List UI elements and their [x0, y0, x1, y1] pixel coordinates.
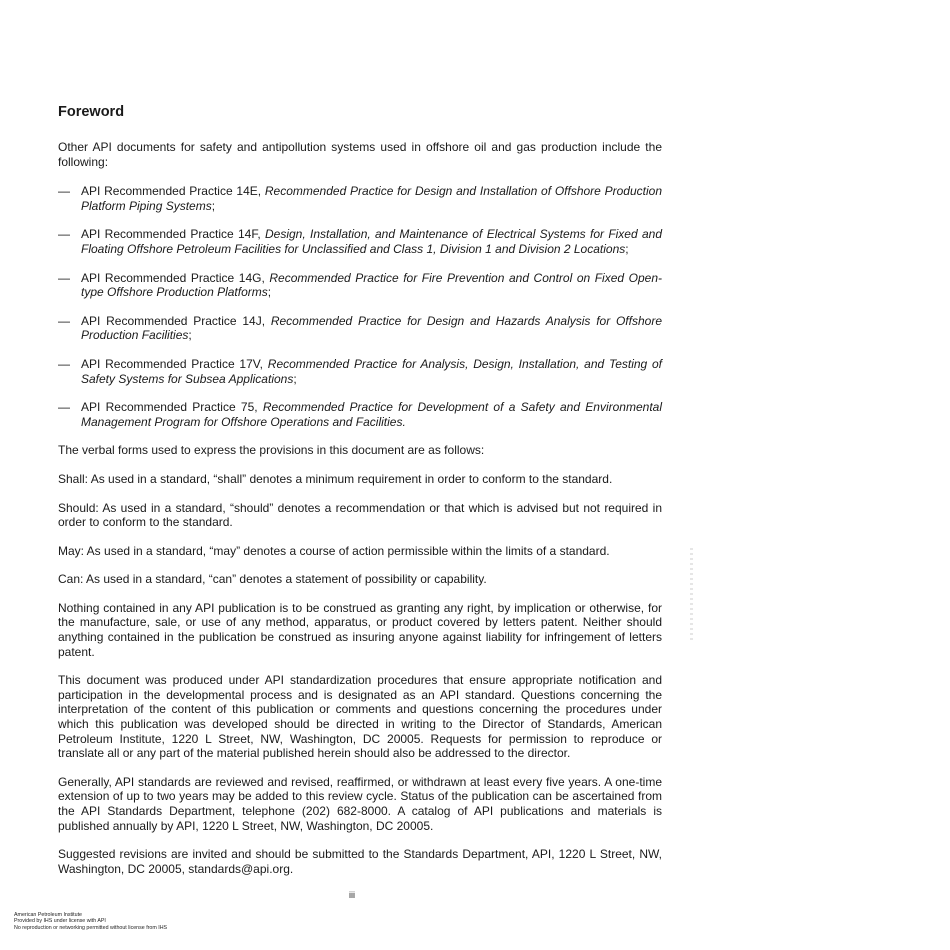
reference-prefix: API Recommended Practice 14J,: [81, 313, 271, 328]
patent-disclaimer-paragraph: Nothing contained in any API publication is to be construed as granting any right, by implication or otherwise, for the manufacture, sale, or use of any method, apparatus, or product covered by letters patent. Neither should anything contained in the publication be construed as insuring anyone against liability for infringement of letters patent.: [58, 600, 662, 659]
dash-bullet: —: [58, 400, 70, 415]
may-definition: May: As used in a standard, “may” denotes a course of action permissible within the limits of a standard.: [58, 543, 610, 558]
list-item: [58, 314, 662, 343]
can-definition: Can: As used in a standard, “can” denotes a statement of possibility or capability.: [58, 572, 487, 587]
dash-bullet: —: [58, 227, 70, 242]
reference-suffix: ;: [211, 198, 216, 213]
should-definition: Should: As used in a standard, “should” denotes a recommendation or that which is advised but not required in order to conform to the standard.: [58, 500, 662, 530]
reference-prefix: API Recommended Practice 14G,: [81, 270, 270, 285]
reference-prefix: API Recommended Practice 75,: [81, 400, 263, 415]
reference-title: Recommended Practice for Design and Hazards Analysis for Offshore Production Facilities: [81, 313, 662, 343]
footer-line: Provided by IHS under license with API: [14, 918, 106, 925]
dash-bullet: —: [58, 184, 70, 199]
list-item: [58, 400, 662, 429]
shall-definition: Shall: As used in a standard, “shall” denotes a minimum requirement in order to conform to the standard.: [58, 471, 613, 486]
dash-bullet: —: [58, 313, 70, 328]
page-number: iii: [349, 890, 355, 900]
reference-title: Recommended Practice for Fire Prevention and Control on Fixed Open-type Offshore Production Platforms: [81, 270, 662, 300]
list-item: [58, 227, 662, 256]
intro-paragraph: Other API documents for safety and antipollution systems used in offshore oil and gas production include the following:: [58, 140, 662, 169]
reference-title: Recommended Practice for Design and Installation of Offshore Production Platform Piping Systems: [81, 184, 662, 213]
reference-prefix: API Recommended Practice 14E,: [81, 184, 265, 199]
reference-title: Recommended Practice for Development of a Safety and Environmental Management Program for Offshore Operations and Facilities.: [81, 400, 662, 429]
dash-bullet: —: [58, 356, 70, 371]
reference-suffix: ;: [188, 328, 192, 343]
reference-suffix: ;: [267, 285, 272, 300]
review-cycle-paragraph: Generally, API standards are reviewed and revised, reaffirmed, or withdrawn at least every five years. A one-time extension of up to two years may be added to this review cycle. Status of the publication can be ascertained from the API Standards Department, telephone (202) 682-8000. A catalog of API publications and materials is published annually by API, 1220 L Street, NW, Washington, DC 20005.: [58, 774, 662, 833]
reference-title: Design, Installation, and Maintenance of Electrical Systems for Fixed and Floating Offshore Petroleum Facilities for Unclassified and Class 1, Division 1 and Division 2 Locations: [81, 227, 662, 256]
license-footer: [14, 912, 167, 931]
reference-title: Recommended Practice for Analysis, Design, Installation, and Testing of Safety Systems for Subsea Applications: [81, 356, 663, 386]
faint-watermark-strip: [690, 548, 693, 640]
reference-list: [58, 184, 662, 429]
list-item: [58, 184, 662, 213]
list-item: [58, 271, 662, 300]
reference-prefix: API Recommended Practice 17V,: [81, 356, 268, 371]
reference-suffix: ;: [625, 241, 629, 256]
footer-line: American Petroleum Institute: [14, 912, 83, 918]
standardization-paragraph: This document was produced under API standardization procedures that ensure appropriate notification and participation in the developmental process and is designated as an API standard. Questions concerning the interpretation of the content of this publication or comments and questions concerning the procedures under which this publication was developed should be directed in writing to the Director of Standards, American Petroleum Institute, 1220 L Street, NW, Washington, DC 20005. Requests for permission to reproduce or translate all or any part of the material published herein should also be addressed to the director.: [58, 673, 662, 761]
verbal-forms-paragraph: The verbal forms used to express the provisions in this document are as follows:: [58, 443, 485, 458]
page-title: Foreword: [58, 104, 125, 120]
reference-suffix: ;: [293, 371, 297, 386]
suggested-revisions-paragraph: Suggested revisions are invited and should be submitted to the Standards Department, API, 1220 L Street, NW, Washington, DC 20005, standards@api.org.: [58, 847, 662, 876]
dash-bullet: —: [58, 270, 70, 285]
list-item: [58, 357, 662, 386]
foreword-content: [58, 103, 662, 890]
reference-prefix: API Recommended Practice 14F,: [81, 227, 265, 242]
footer-line: No reproduction or networking permitted without license from IHS: [14, 924, 168, 931]
